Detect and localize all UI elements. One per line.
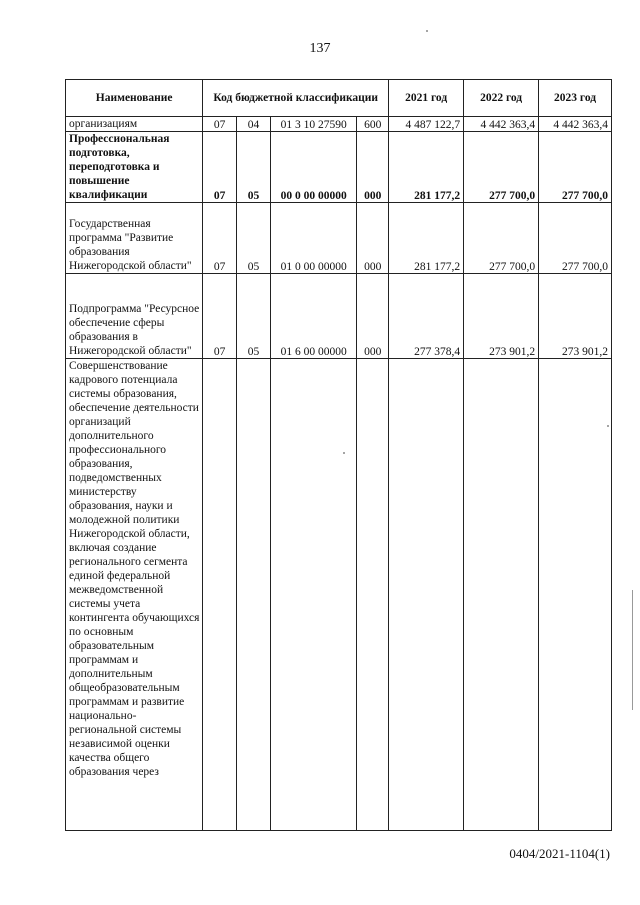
header-2022: 2022 год — [464, 80, 539, 117]
table-header-row — [66, 80, 612, 117]
row-value-2023: 277 700,0 — [539, 132, 612, 203]
row-value-2022: 273 901,2 — [464, 274, 539, 359]
row-value-2021: 277 378,4 — [389, 274, 464, 359]
row-target-code: 01 6 00 00000 — [270, 274, 357, 359]
row-section: 07 — [203, 274, 237, 359]
row-name: Подпрограмма "Ресурсное обеспечение сферы образования в Нижегородской области" — [66, 274, 203, 359]
table-row — [66, 274, 612, 359]
row-value-2023: 273 901,2 — [539, 274, 612, 359]
scan-edge-line — [632, 590, 633, 710]
row-expense-type: 000 — [357, 274, 389, 359]
row-expense-type: 000 — [357, 203, 389, 274]
row-section: 07 — [203, 117, 237, 132]
row-expense-type: 000 — [357, 132, 389, 203]
row-target-code: 01 3 10 27590 — [270, 117, 357, 132]
row-value-2022: 4 442 363,4 — [464, 117, 539, 132]
table-row — [66, 117, 612, 132]
row-value-2023: 4 442 363,4 — [539, 117, 612, 132]
row-name: Государственная программа "Развитие образования Нижегородской области" — [66, 203, 203, 274]
row-section: 07 — [203, 132, 237, 203]
row-value-2023 — [539, 359, 612, 831]
header-2023: 2023 год — [539, 80, 612, 117]
row-value-2021: 281 177,2 — [389, 203, 464, 274]
row-subsection: 05 — [237, 132, 271, 203]
row-value-2021: 281 177,2 — [389, 132, 464, 203]
row-value-2022 — [464, 359, 539, 831]
document-code: 0404/2021-1104(1) — [509, 846, 610, 861]
header-name: Наименование — [66, 80, 203, 117]
row-value-2022: 277 700,0 — [464, 132, 539, 203]
row-target-code: 01 0 00 00000 — [270, 203, 357, 274]
row-value-2023: 277 700,0 — [539, 203, 612, 274]
table-row — [66, 132, 612, 203]
table-row — [66, 203, 612, 274]
scan-dot — [607, 425, 609, 427]
row-section — [203, 359, 237, 831]
row-target-code: 00 0 00 00000 — [270, 132, 357, 203]
header-2021: 2021 год — [389, 80, 464, 117]
scan-dot — [426, 30, 428, 32]
row-value-2022: 277 700,0 — [464, 203, 539, 274]
row-subsection: 05 — [237, 203, 271, 274]
row-value-2021 — [389, 359, 464, 831]
budget-table — [65, 79, 612, 831]
header-code: Код бюджетной классификации — [203, 80, 389, 117]
row-subsection: 04 — [237, 117, 271, 132]
scan-dot — [343, 452, 345, 454]
row-section: 07 — [203, 203, 237, 274]
page-number: 137 — [309, 41, 331, 56]
row-subsection — [237, 359, 271, 831]
row-value-2021: 4 487 122,7 — [389, 117, 464, 132]
row-subsection: 05 — [237, 274, 271, 359]
row-name: Совершенствование кадрового потенциала системы образования, обеспечение деятельности организаций дополнительного профессионального образования, подведомственных министерству образования, науки и молодежной политики Нижегородской области, включая создание регионального сегмента единой федеральной межведомственной системы учета контингента обучающихся по основным образовательным программам и дополнительным общеобразовательным программам и развитие национально-региональной системы независимой оценки качества общего образования через — [66, 359, 203, 831]
table-row — [66, 359, 612, 831]
row-expense-type — [357, 359, 389, 831]
row-expense-type: 600 — [357, 117, 389, 132]
row-name: Профессиональная подготовка, переподготовка и повышение квалификации — [66, 132, 203, 203]
row-target-code — [270, 359, 357, 831]
row-name: организациям — [66, 117, 203, 132]
